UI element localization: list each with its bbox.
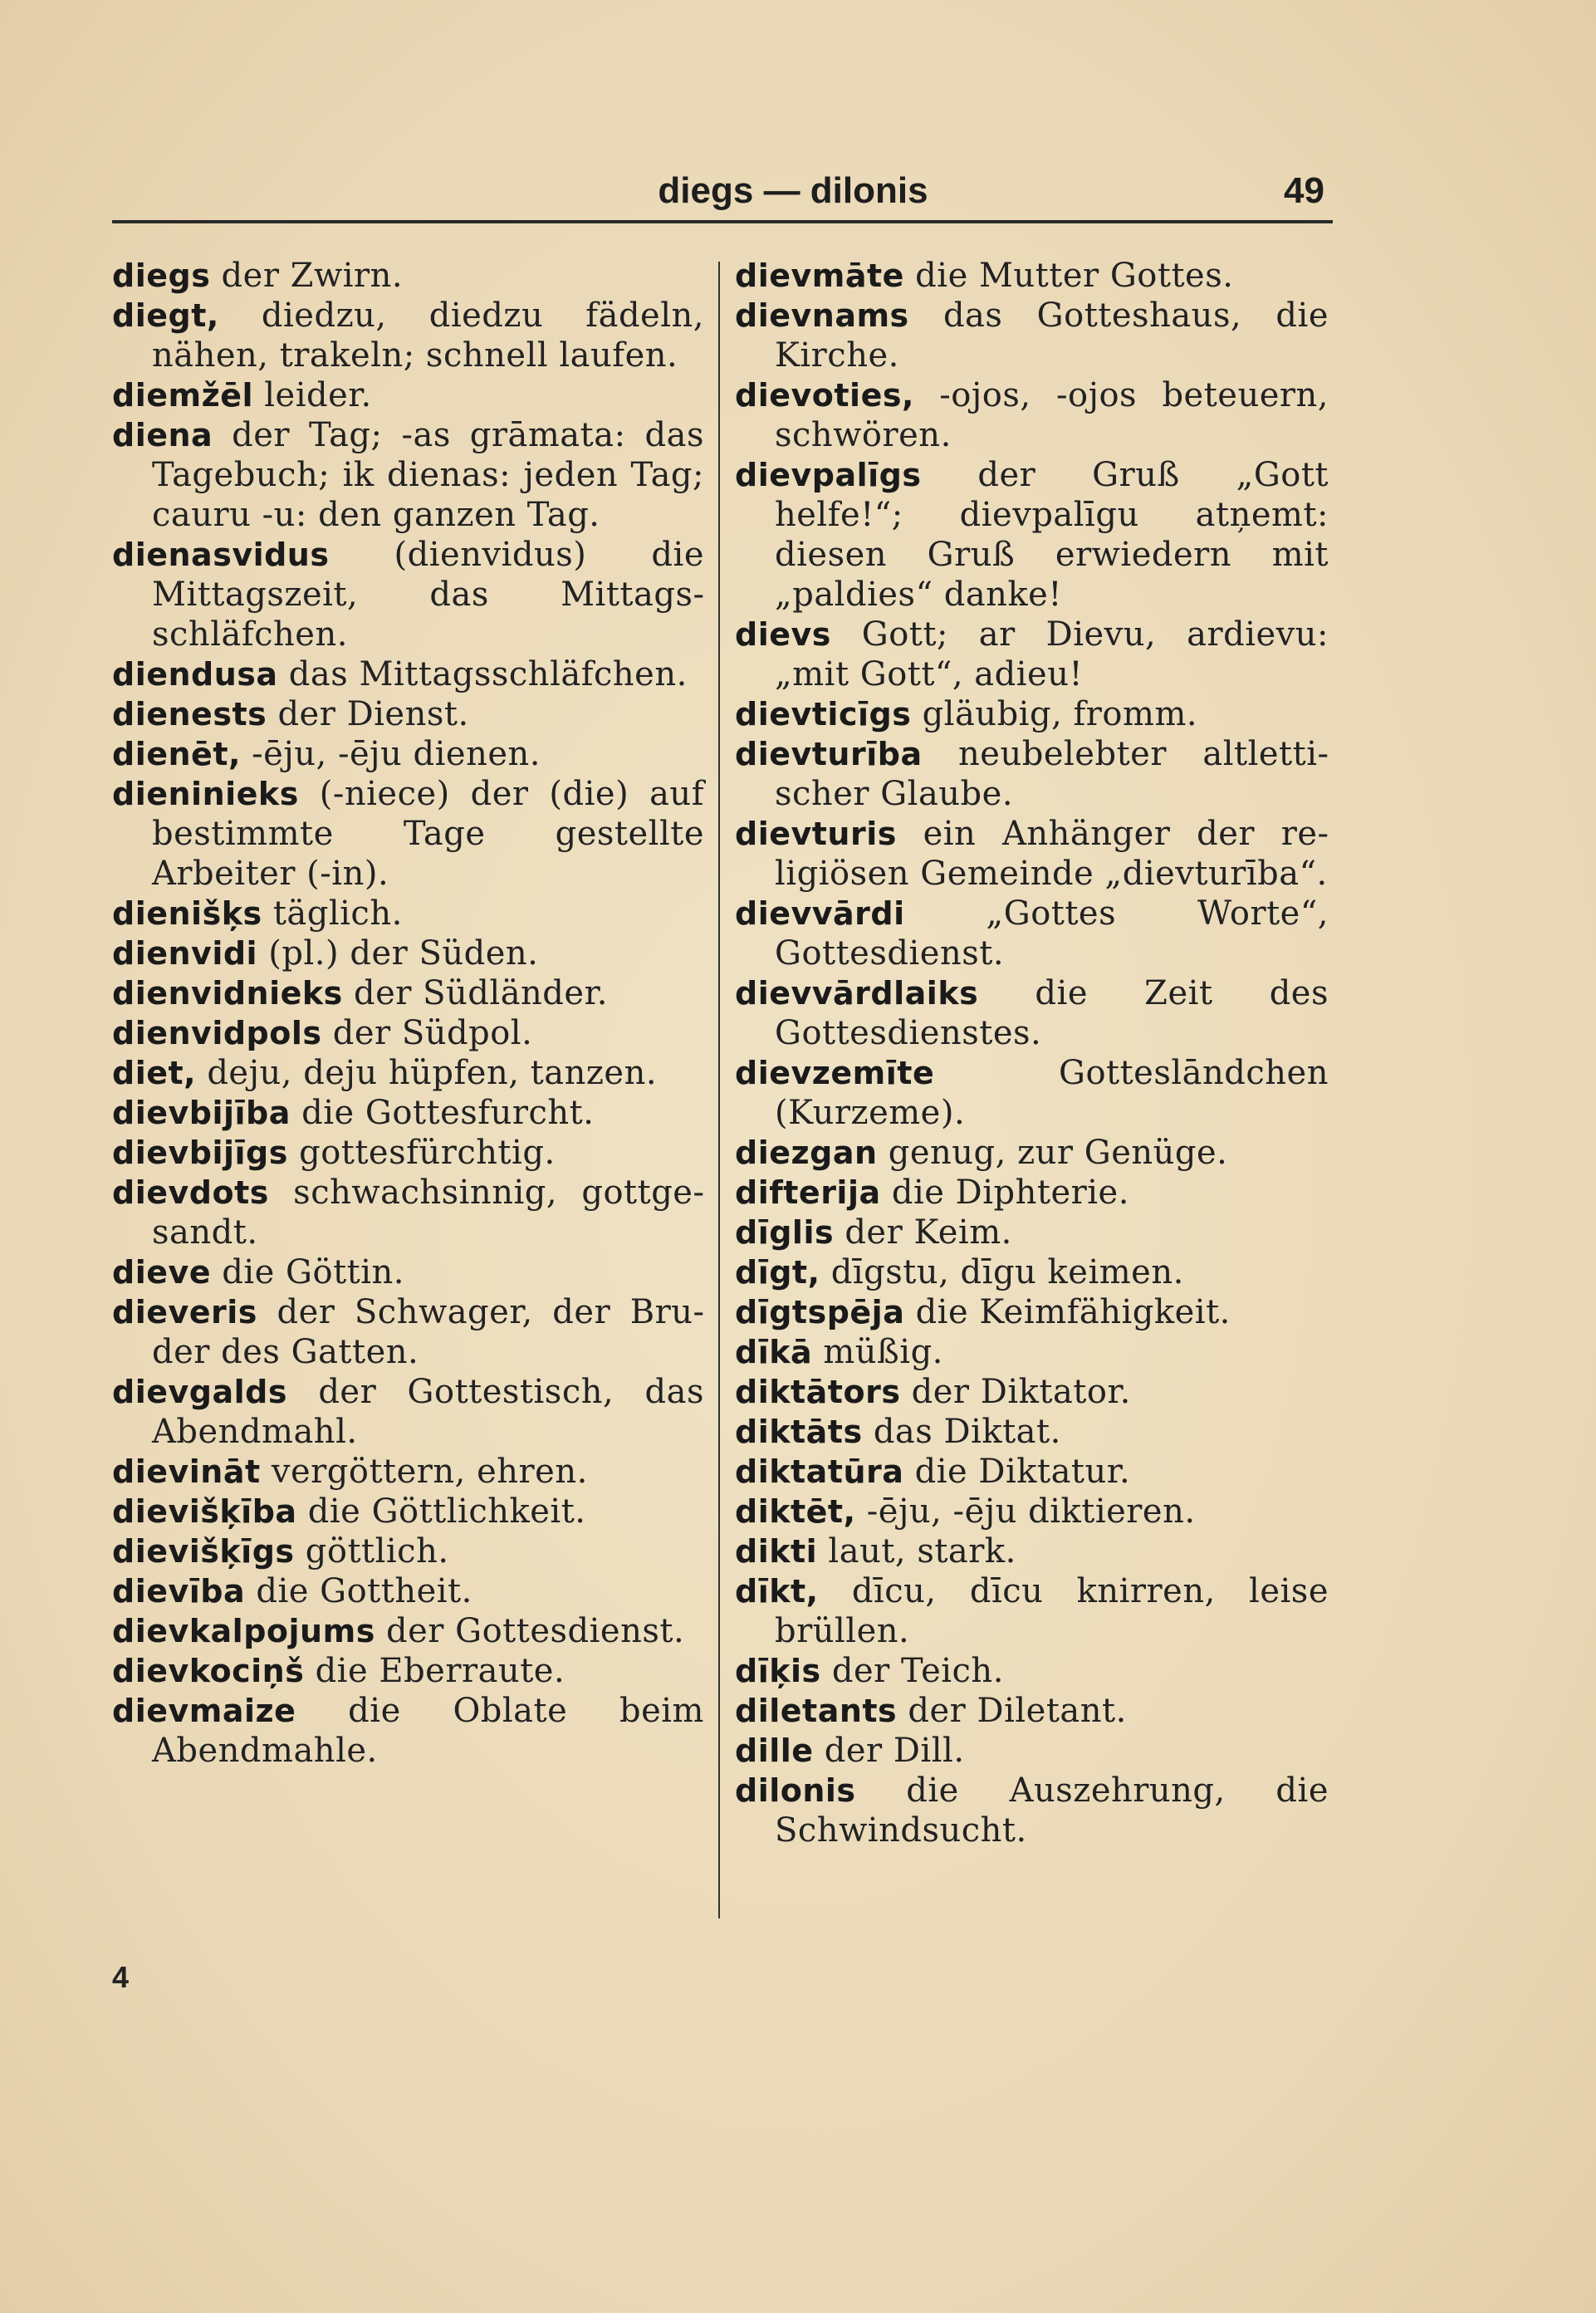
entry-definition: die Diktatur. (914, 1453, 1131, 1491)
entry-headword: dievbijīgs (112, 1134, 288, 1171)
entry-definition: Gott; ar Dievu, ardievu: „mit Gott“, adieu! (775, 615, 1329, 693)
entry-definition: müßig. (823, 1333, 943, 1371)
dictionary-entry (112, 256, 704, 296)
dictionary-entry (112, 654, 704, 694)
dictionary-entry (735, 296, 1329, 375)
entry-headword: diktēt, (735, 1493, 856, 1530)
entry-headword: dienvidi (112, 935, 258, 972)
dictionary-entry (112, 1611, 704, 1651)
entry-headword: dienišķs (112, 895, 262, 932)
signature-mark: 4 (112, 1960, 130, 1994)
dictionary-entry (112, 734, 704, 774)
entry-definition: (-niece) der (die) auf bestimmte Tage gestellte Arbeiter (-in). (152, 775, 704, 893)
entry-headword: dienvidpols (112, 1015, 322, 1051)
dictionary-entry (112, 1093, 704, 1133)
entry-headword: dievmaize (112, 1693, 296, 1729)
entry-definition: gottesfürchtig. (299, 1134, 556, 1172)
dictionary-entry (735, 1771, 1329, 1850)
entry-headword: diezgan (735, 1134, 878, 1171)
entry-definition: der Teich. (831, 1652, 1004, 1690)
dictionary-entry (735, 1053, 1329, 1133)
entry-headword: diet, (112, 1055, 197, 1091)
entry-headword: diktāts (735, 1414, 863, 1450)
dictionary-entry (735, 894, 1329, 973)
dictionary-entry (735, 1332, 1329, 1372)
entry-definition: dīgstu, dīgu keimen. (830, 1253, 1184, 1291)
entry-definition: (pl.) der Süden. (268, 934, 539, 973)
entry-definition: der Diletant. (908, 1692, 1127, 1730)
entry-definition: schwachsinnig, gottgesandt. (152, 1174, 704, 1252)
entry-headword: dilonis (735, 1772, 856, 1809)
entry-definition: die Mutter Gottes. (915, 257, 1234, 295)
entry-headword: difterija (735, 1174, 881, 1211)
dictionary-entry (735, 375, 1329, 455)
entry-definition: die Gottheit. (256, 1572, 472, 1610)
dictionary-entry (735, 1213, 1329, 1252)
entry-definition: das Diktat. (873, 1413, 1061, 1451)
dictionary-entry (735, 1731, 1329, 1771)
entry-headword: dievināt (112, 1453, 261, 1490)
entry-definition: deju, deju hüpfen, tanzen. (207, 1054, 658, 1092)
dictionary-entry (112, 1492, 704, 1531)
entry-headword: dienests (112, 696, 267, 733)
dictionary-entry (112, 1691, 704, 1771)
entry-headword: dienvidnieks (112, 975, 343, 1012)
dictionary-entry (112, 1372, 704, 1452)
entry-definition: die Keimfähigkeit. (915, 1293, 1231, 1331)
entry-definition: gläubig, fromm. (922, 695, 1198, 733)
dictionary-entry (735, 1372, 1329, 1412)
dictionary-entry (735, 1492, 1329, 1531)
entry-definition: die Auszehrung, die Schwindsucht. (775, 1772, 1329, 1850)
entry-headword: dienēt, (112, 736, 241, 772)
dictionary-entry (112, 1452, 704, 1492)
entry-headword: diletants (735, 1693, 898, 1729)
entry-headword: diktatūra (735, 1453, 904, 1490)
entry-headword: dille (735, 1732, 814, 1769)
dictionary-entry (112, 934, 704, 973)
entry-headword: dīglis (735, 1214, 835, 1251)
entry-headword: dievība (112, 1573, 246, 1610)
entry-definition: -ēju, -ēju diktieren. (866, 1492, 1196, 1531)
entry-definition: täglich. (272, 894, 403, 933)
entry-headword: dievpalīgs (735, 457, 922, 493)
entry-headword: dievgalds (112, 1374, 287, 1410)
dictionary-entry (735, 814, 1329, 894)
entry-definition: vergöttern, ehren. (271, 1453, 588, 1491)
entry-definition: ein Anhänger der religiösen Gemeinde „dievturība“. (775, 815, 1329, 893)
dictionary-entry (735, 694, 1329, 734)
entry-definition: der Dienst. (277, 695, 469, 733)
entry-headword: dievišķība (112, 1493, 297, 1530)
entry-headword: dievišķīgs (112, 1533, 295, 1570)
entry-headword: dīgtspēja (735, 1294, 905, 1330)
entry-headword: dikti (735, 1533, 818, 1570)
dictionary-entry (735, 1571, 1329, 1651)
entry-headword: dievvārdi (735, 895, 905, 932)
entry-headword: dievkociņš (112, 1653, 305, 1689)
entry-definition: (dienvidus) die Mittagszeit, das Mittagsschläfchen. (152, 536, 704, 654)
entry-headword: dievs (735, 616, 831, 653)
entry-headword: diktātors (735, 1374, 901, 1410)
entry-headword: dieninieks (112, 776, 299, 812)
entry-definition: das Mittagsschläfchen. (288, 655, 688, 693)
dictionary-entry (735, 1133, 1329, 1173)
entry-definition: die Diphterie. (891, 1174, 1129, 1212)
dictionary-entry (735, 1531, 1329, 1571)
entry-definition: leider. (264, 376, 372, 414)
entry-definition: „Gottes Worte“, Gottesdienst. (775, 894, 1329, 973)
entry-definition: der Keim. (845, 1213, 1012, 1252)
dictionary-entry (112, 973, 704, 1013)
dictionary-entry (112, 1173, 704, 1252)
entry-definition: der Dill. (824, 1732, 965, 1770)
dictionary-entry (112, 1292, 704, 1372)
dictionary-entry (112, 296, 704, 375)
entry-definition: der Südpol. (332, 1014, 533, 1052)
entry-headword: dievturis (735, 816, 897, 852)
column-divider (718, 262, 720, 1919)
entry-headword: dienasvidus (112, 537, 330, 573)
dictionary-entry (735, 615, 1329, 694)
entry-headword: dievturība (735, 736, 923, 772)
entry-definition: die Zeit des Gottesdienstes. (775, 974, 1329, 1052)
entry-definition: neubelebter altlettischer Glaube. (775, 735, 1329, 813)
entry-definition: der Diktator. (911, 1373, 1131, 1411)
entry-headword: dievvārdlaiks (735, 975, 979, 1012)
dictionary-entry (735, 1651, 1329, 1691)
dictionary-entry (735, 1292, 1329, 1332)
running-head: diegs — dilonis (658, 170, 928, 211)
entry-headword: dievnams (735, 297, 909, 334)
dictionary-entry (112, 1651, 704, 1691)
dictionary-entry (112, 1053, 704, 1093)
entry-definition: die Göttlichkeit. (307, 1492, 586, 1531)
entry-definition: das Gotteshaus, die Kirche. (775, 296, 1329, 375)
entry-headword: dīķis (735, 1653, 821, 1689)
entry-headword: dievdots (112, 1174, 269, 1211)
dictionary-entry (112, 1531, 704, 1571)
entry-definition: der Gruß „Gott helfe!“; dievpalīgu atņemt: diesen Gruß erwiedern mit „paldies“ danke! (775, 456, 1329, 614)
dictionary-entry (735, 1412, 1329, 1452)
dictionary-entry (112, 894, 704, 934)
entry-definition: der Schwager, der Bruder des Gatten. (152, 1293, 704, 1371)
dictionary-entry (735, 1452, 1329, 1492)
entry-headword: dievoties, (735, 377, 914, 414)
dictionary-entry (112, 415, 704, 535)
entry-headword: dīkā (735, 1334, 813, 1370)
dictionary-entry (735, 256, 1329, 296)
entry-headword: dīkt, (735, 1573, 819, 1610)
dictionary-entry (735, 455, 1329, 615)
dictionary-entry (735, 1252, 1329, 1292)
dictionary-entry (735, 973, 1329, 1053)
entry-definition: Gotteslāndchen (Kurzeme). (775, 1054, 1329, 1132)
entry-definition: die Gottesfurcht. (301, 1094, 595, 1132)
entry-definition: der Tag; -as grāmata: das Tagebuch; ik dienas: jeden Tag; cauru -u: den ganzen Tag. (152, 416, 704, 534)
dictionary-entry (112, 375, 704, 415)
entry-headword: dieve (112, 1254, 212, 1291)
entry-headword: diemžēl (112, 377, 254, 414)
entry-definition: der Gottesdienst. (386, 1612, 685, 1650)
entry-definition: der Zwirn. (221, 257, 404, 295)
entry-definition: laut, stark. (828, 1532, 1016, 1571)
entry-headword: dieveris (112, 1294, 257, 1330)
right-column (735, 256, 1329, 1850)
entry-headword: diegt, (112, 297, 219, 334)
dictionary-entry (112, 1571, 704, 1611)
dictionary-entry (112, 1133, 704, 1173)
entry-headword: diendusa (112, 656, 278, 693)
entry-definition: der Gottestisch, das Abendmahl. (152, 1373, 705, 1451)
entry-definition: dīcu, dīcu knirren, leise brüllen. (775, 1572, 1329, 1650)
page-header (112, 170, 1333, 223)
entry-definition: die Göttin. (222, 1253, 405, 1291)
entry-headword: diegs (112, 257, 211, 294)
entry-headword: dievticīgs (735, 696, 912, 733)
dictionary-entry (112, 1013, 704, 1053)
entry-definition: genug, zur Genüge. (888, 1134, 1228, 1172)
dictionary-entry (735, 734, 1329, 814)
entry-definition: göttlich. (305, 1532, 449, 1571)
dictionary-entry (112, 535, 704, 654)
entry-headword: dīgt, (735, 1254, 820, 1291)
entry-headword: dievkalpojums (112, 1613, 375, 1649)
entry-definition: -ojos, -ojos beteuern, schwören. (775, 376, 1329, 454)
dictionary-entry (112, 774, 704, 894)
entry-definition: diedzu, diedzu fädeln, nähen, trakeln; schnell laufen. (152, 296, 705, 375)
entry-definition: die Eberraute. (315, 1652, 565, 1690)
dictionary-entry (112, 694, 704, 734)
entry-definition: die Oblate beim Abendmahle. (152, 1692, 704, 1770)
entry-headword: dievmāte (735, 257, 904, 294)
entry-headword: dievbijība (112, 1095, 291, 1131)
dictionary-entry (112, 1252, 704, 1292)
entry-headword: dievzemīte (735, 1055, 935, 1091)
entry-definition: der Südländer. (354, 974, 609, 1012)
page-number: 49 (1284, 170, 1324, 211)
entry-headword: diena (112, 417, 213, 453)
entry-definition: -ēju, -ēju dienen. (252, 735, 541, 773)
dictionary-entry (735, 1173, 1329, 1213)
left-column (112, 256, 704, 1771)
dictionary-entry (735, 1691, 1329, 1731)
